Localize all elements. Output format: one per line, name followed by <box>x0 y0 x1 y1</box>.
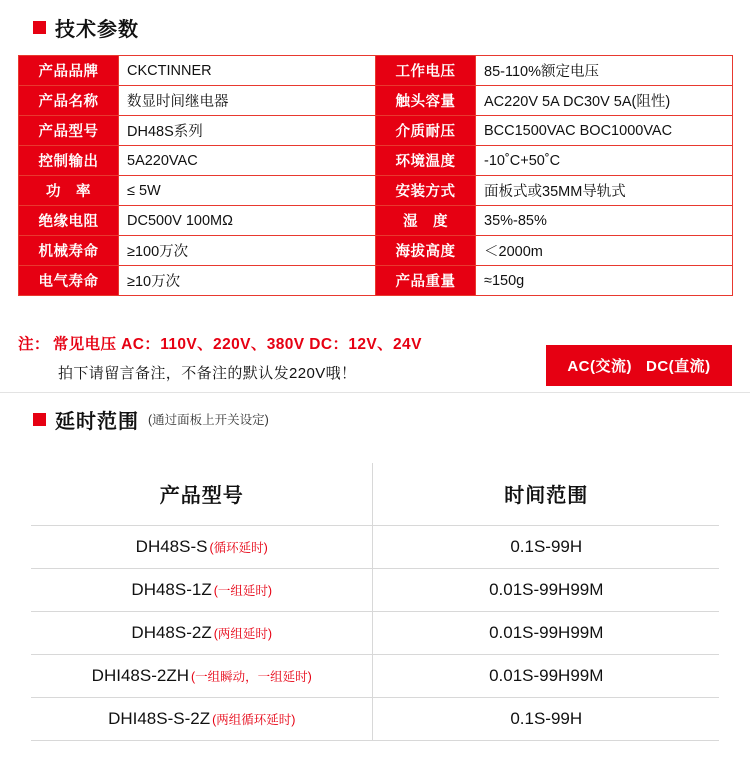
spec-value: BCC1500VAC BOC1000VAC <box>476 116 733 146</box>
model-note: (一组瞬动，一组延时) <box>190 669 312 684</box>
model-name: DHI48S-2ZH <box>91 665 189 685</box>
spec-label: 安装方式 <box>376 176 476 206</box>
spec-value: DC500V 100MΩ <box>119 206 376 236</box>
table-row <box>19 176 733 206</box>
spec-value: 5A220VAC <box>119 146 376 176</box>
spec-label: 产品名称 <box>19 86 119 116</box>
time-cell: 0.1S-99H <box>373 525 719 568</box>
spec-label: 环境温度 <box>376 146 476 176</box>
section-header-range <box>0 405 269 434</box>
table-row <box>19 146 733 176</box>
voltage-note-line <box>18 332 422 354</box>
page-title: 技术参数 <box>55 19 139 41</box>
spec-label: 控制输出 <box>19 146 119 176</box>
spec-value: 85-110%额定电压 <box>476 56 733 86</box>
model-note: (两组循环延时) <box>212 712 296 727</box>
table-row <box>19 236 733 266</box>
spec-value: -10˚C+50˚C <box>476 146 733 176</box>
model-cell <box>31 525 373 568</box>
table-row <box>19 56 733 86</box>
specifications-table-wrapper <box>18 55 732 296</box>
table-row <box>31 697 719 740</box>
red-square-bullet-icon <box>33 413 46 426</box>
model-note: (一组延时) <box>213 583 273 598</box>
model-name: DH48S-2Z <box>131 622 212 642</box>
time-cell: 0.01S-99H99M <box>373 611 719 654</box>
time-cell: 0.01S-99H99M <box>373 568 719 611</box>
ac-label: AC(交流) <box>567 358 632 375</box>
model-note: (循环延时) <box>209 540 268 555</box>
ac-dc-badge <box>546 345 732 386</box>
column-header-time: 时间范围 <box>373 463 719 525</box>
spec-label: 绝缘电阻 <box>19 206 119 236</box>
spec-value: ≈150g <box>476 266 733 296</box>
table-row <box>31 525 719 568</box>
table-row <box>19 206 733 236</box>
spec-label: 工作电压 <box>376 56 476 86</box>
section-header-specs <box>0 13 139 42</box>
section-divider <box>0 392 750 393</box>
note-text: 常见电压 AC：110V、220V、380V DC：12V、24V <box>52 336 422 353</box>
spec-value: AC220V 5A DC30V 5A(阻性) <box>476 86 733 116</box>
red-square-bullet-icon <box>33 21 46 34</box>
spec-label: 机械寿命 <box>19 236 119 266</box>
table-row <box>31 654 719 697</box>
model-name: DHI48S-S-2Z <box>108 708 211 728</box>
table-row <box>31 568 719 611</box>
model-name: DH48S-S <box>135 536 208 556</box>
table-row <box>19 266 733 296</box>
model-cell <box>31 568 373 611</box>
spec-label: 触头容量 <box>376 86 476 116</box>
spec-value: CKCTINNER <box>119 56 376 86</box>
order-note-line: 拍下请留言备注，不备注的默认发220V哦！ <box>58 365 357 382</box>
spec-label: 产品型号 <box>19 116 119 146</box>
time-cell: 0.1S-99H <box>373 697 719 740</box>
spec-value: ≥10万次 <box>119 266 376 296</box>
dc-label: DC(直流) <box>646 358 711 375</box>
time-cell: 0.01S-99H99M <box>373 654 719 697</box>
spec-label: 产品品牌 <box>19 56 119 86</box>
delay-range-table-wrapper <box>31 463 719 741</box>
model-note: (两组延时) <box>213 626 273 641</box>
spec-label: 海拔高度 <box>376 236 476 266</box>
table-header-row <box>31 463 719 525</box>
spec-value: ＜2000m <box>476 236 733 266</box>
spec-value: 35%-85% <box>476 206 733 236</box>
table-row <box>31 611 719 654</box>
spec-value: 数显时间继电器 <box>119 86 376 116</box>
spec-value: ≤ 5W <box>119 176 376 206</box>
delay-range-table <box>31 463 719 741</box>
spec-value: DH48S系列 <box>119 116 376 146</box>
model-name: DH48S-1Z <box>131 579 212 599</box>
model-cell <box>31 611 373 654</box>
spec-label: 电气寿命 <box>19 266 119 296</box>
section-subtitle-range: (通过面板上开关设定) <box>148 413 269 427</box>
section-title-range: 延时范围 <box>55 411 139 433</box>
model-cell <box>31 654 373 697</box>
model-cell <box>31 697 373 740</box>
spec-label: 功 率 <box>19 176 119 206</box>
specifications-table <box>18 55 733 296</box>
spec-value: 面板式或35MM导轨式 <box>476 176 733 206</box>
spec-label: 产品重量 <box>376 266 476 296</box>
table-row <box>19 86 733 116</box>
table-row <box>19 116 733 146</box>
column-header-model: 产品型号 <box>31 463 373 525</box>
spec-value: ≥100万次 <box>119 236 376 266</box>
spec-label: 介质耐压 <box>376 116 476 146</box>
note-label: 注： <box>18 336 50 353</box>
spec-label: 湿 度 <box>376 206 476 236</box>
